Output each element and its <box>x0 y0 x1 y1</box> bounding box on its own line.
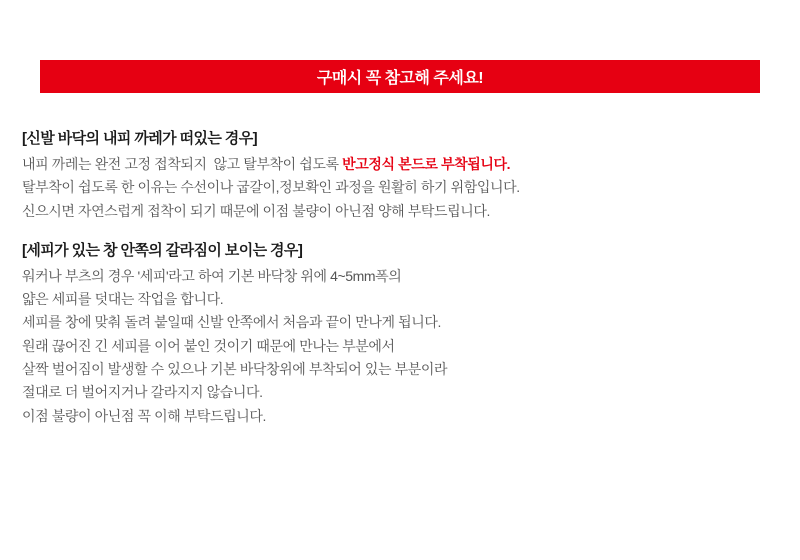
body-line: 이점 불량이 아닌점 꼭 이해 부탁드립니다. <box>22 407 267 424</box>
body-line: 얇은 세피를 덧대는 작업을 합니다. <box>22 291 224 308</box>
section-title: [신발 바닥의 내피 까레가 떠있는 경우] <box>22 130 257 147</box>
body-line: 세피를 창에 맞춰 돌려 붙일때 신발 안쪽에서 처음과 끝이 만나게 됩니다. <box>22 314 441 331</box>
notice-body <box>0 127 800 428</box>
body-line: 살짝 벌어짐이 발생할 수 있으나 기본 바닥창위에 부착되어 있는 부분이라 <box>22 361 448 378</box>
body-line: 탈부착이 쉽도록 한 이유는 수선이나 굽갈이,정보확인 과정을 원활히 하기 위함입니다. <box>22 179 520 196</box>
body-line: 신으시면 자연스럽게 접착이 되기 때문에 이점 불량이 아닌점 양해 부탁드립니다. <box>22 202 490 219</box>
section-title: [세피가 있는 창 안쪽의 갈라짐이 보이는 경우] <box>22 241 303 259</box>
section-welt-seam <box>22 239 778 428</box>
body-line-text: 내피 까레는 완전 고정 접착되지 않고 탈부착이 쉽도록 <box>22 156 343 172</box>
body-line: 원래 끊어진 긴 세피를 이어 붙인 것이기 때문에 만나는 부분에서 <box>22 337 395 354</box>
body-line: 워커나 부츠의 경우 '세피'라고 하여 기본 바닥창 위에 4~5mm폭의 <box>22 267 402 284</box>
highlighted-text: 반고정식 본드로 부착됩니다. <box>342 156 511 172</box>
notice-banner-title: 구매시 꼭 참고해 주세요! <box>316 70 484 87</box>
section-lining-detached <box>22 127 778 223</box>
body-line: 절대로 더 벌어지거나 갈라지지 않습니다. <box>22 384 263 401</box>
notice-banner <box>40 60 760 93</box>
body-line <box>22 153 778 176</box>
